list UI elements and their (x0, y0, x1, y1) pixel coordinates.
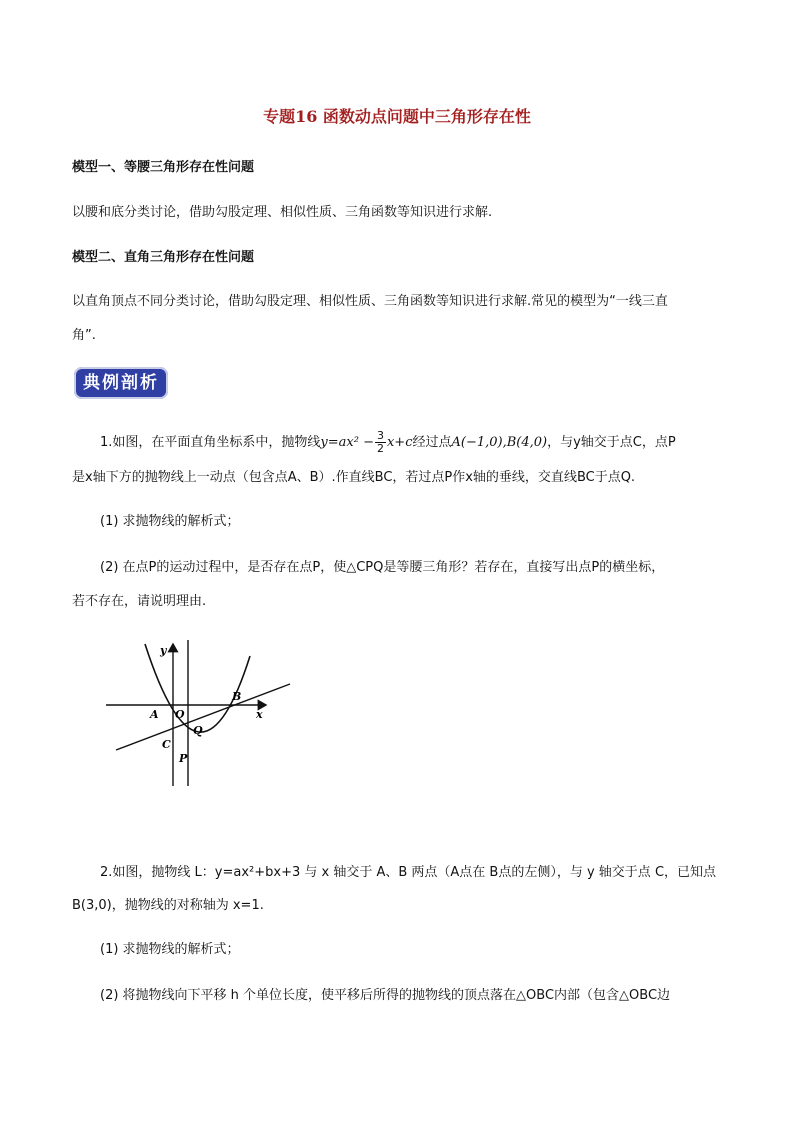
q1-intro-a: 1.如图，在平面直角坐标系中，抛物线 (100, 435, 321, 450)
line-bc (116, 684, 290, 750)
q1-line2: 是x轴下方的抛物线上一动点（包含点A、B）.作直线BC，若过点P作x轴的垂线，交直线BC于点Q. (72, 470, 636, 485)
q1-eq-b: x+c (386, 435, 413, 450)
model2-body-line2: 角”. (72, 328, 96, 343)
q1-frac-den: 2 (376, 442, 384, 455)
q1-eq-a: y=ax² − (320, 435, 374, 450)
label-q: Q (193, 724, 203, 737)
section-badge: 典例剖析 (74, 367, 168, 399)
q2-part1: (1) 求抛物线的解析式； (100, 942, 240, 957)
q1-part1: (1) 求抛物线的解析式； (100, 514, 240, 529)
label-c: C (162, 738, 171, 751)
q1-fraction (375, 430, 386, 455)
model1-body: 以腰和底分类讨论，借助勾股定理、相似性质、三角函数等知识进行求解. (72, 205, 493, 220)
label-y: y (160, 644, 167, 657)
q1-points: A(−1,0),B(4,0) (451, 435, 548, 450)
q1-part2-line1: (2) 在点P的运动过程中，是否存在点P，使△CPQ是等腰三角形？若存在，直接写出点P的横坐标， (100, 560, 665, 575)
q2-line1: 2.如图，抛物线 L：y=ax²+bx+3 与 x 轴交于 A、B 两点（A点在 B点的左侧），与 y 轴交于点 C，已知点 (100, 865, 717, 880)
q1-line1 (100, 430, 760, 455)
q1-frac-num: 3 (376, 429, 384, 442)
label-o: O (175, 708, 185, 721)
model2-heading: 模型二、直角三角形存在性问题 (72, 250, 255, 265)
q1-intro-b: 经过点 (412, 435, 452, 450)
q1-intro-c: ，与y轴交于点C，点P (547, 435, 676, 450)
model1-heading: 模型一、等腰三角形存在性问题 (72, 160, 255, 175)
label-x: x (256, 708, 263, 721)
label-b: B (232, 690, 242, 703)
page-title: 专题16 函数动点问题中三角形存在性 (263, 107, 531, 126)
model2-body-line1: 以直角顶点不同分类讨论，借助勾股定理、相似性质、三角函数等知识进行求解.常见的模型为“一线三直 (72, 294, 668, 309)
q2-line2: B(3,0)，抛物线的对称轴为 x=1. (72, 898, 264, 913)
q2-part2: (2) 将抛物线向下平移 h 个单位长度，使平移后所得的抛物线的顶点落在△OBC内部（包含△OBC边 (100, 988, 671, 1003)
q1-part2-line2: 若不存在，请说明理由. (72, 594, 207, 609)
label-p: P (179, 752, 188, 765)
label-a: A (150, 708, 159, 721)
q1-figure (100, 636, 300, 796)
